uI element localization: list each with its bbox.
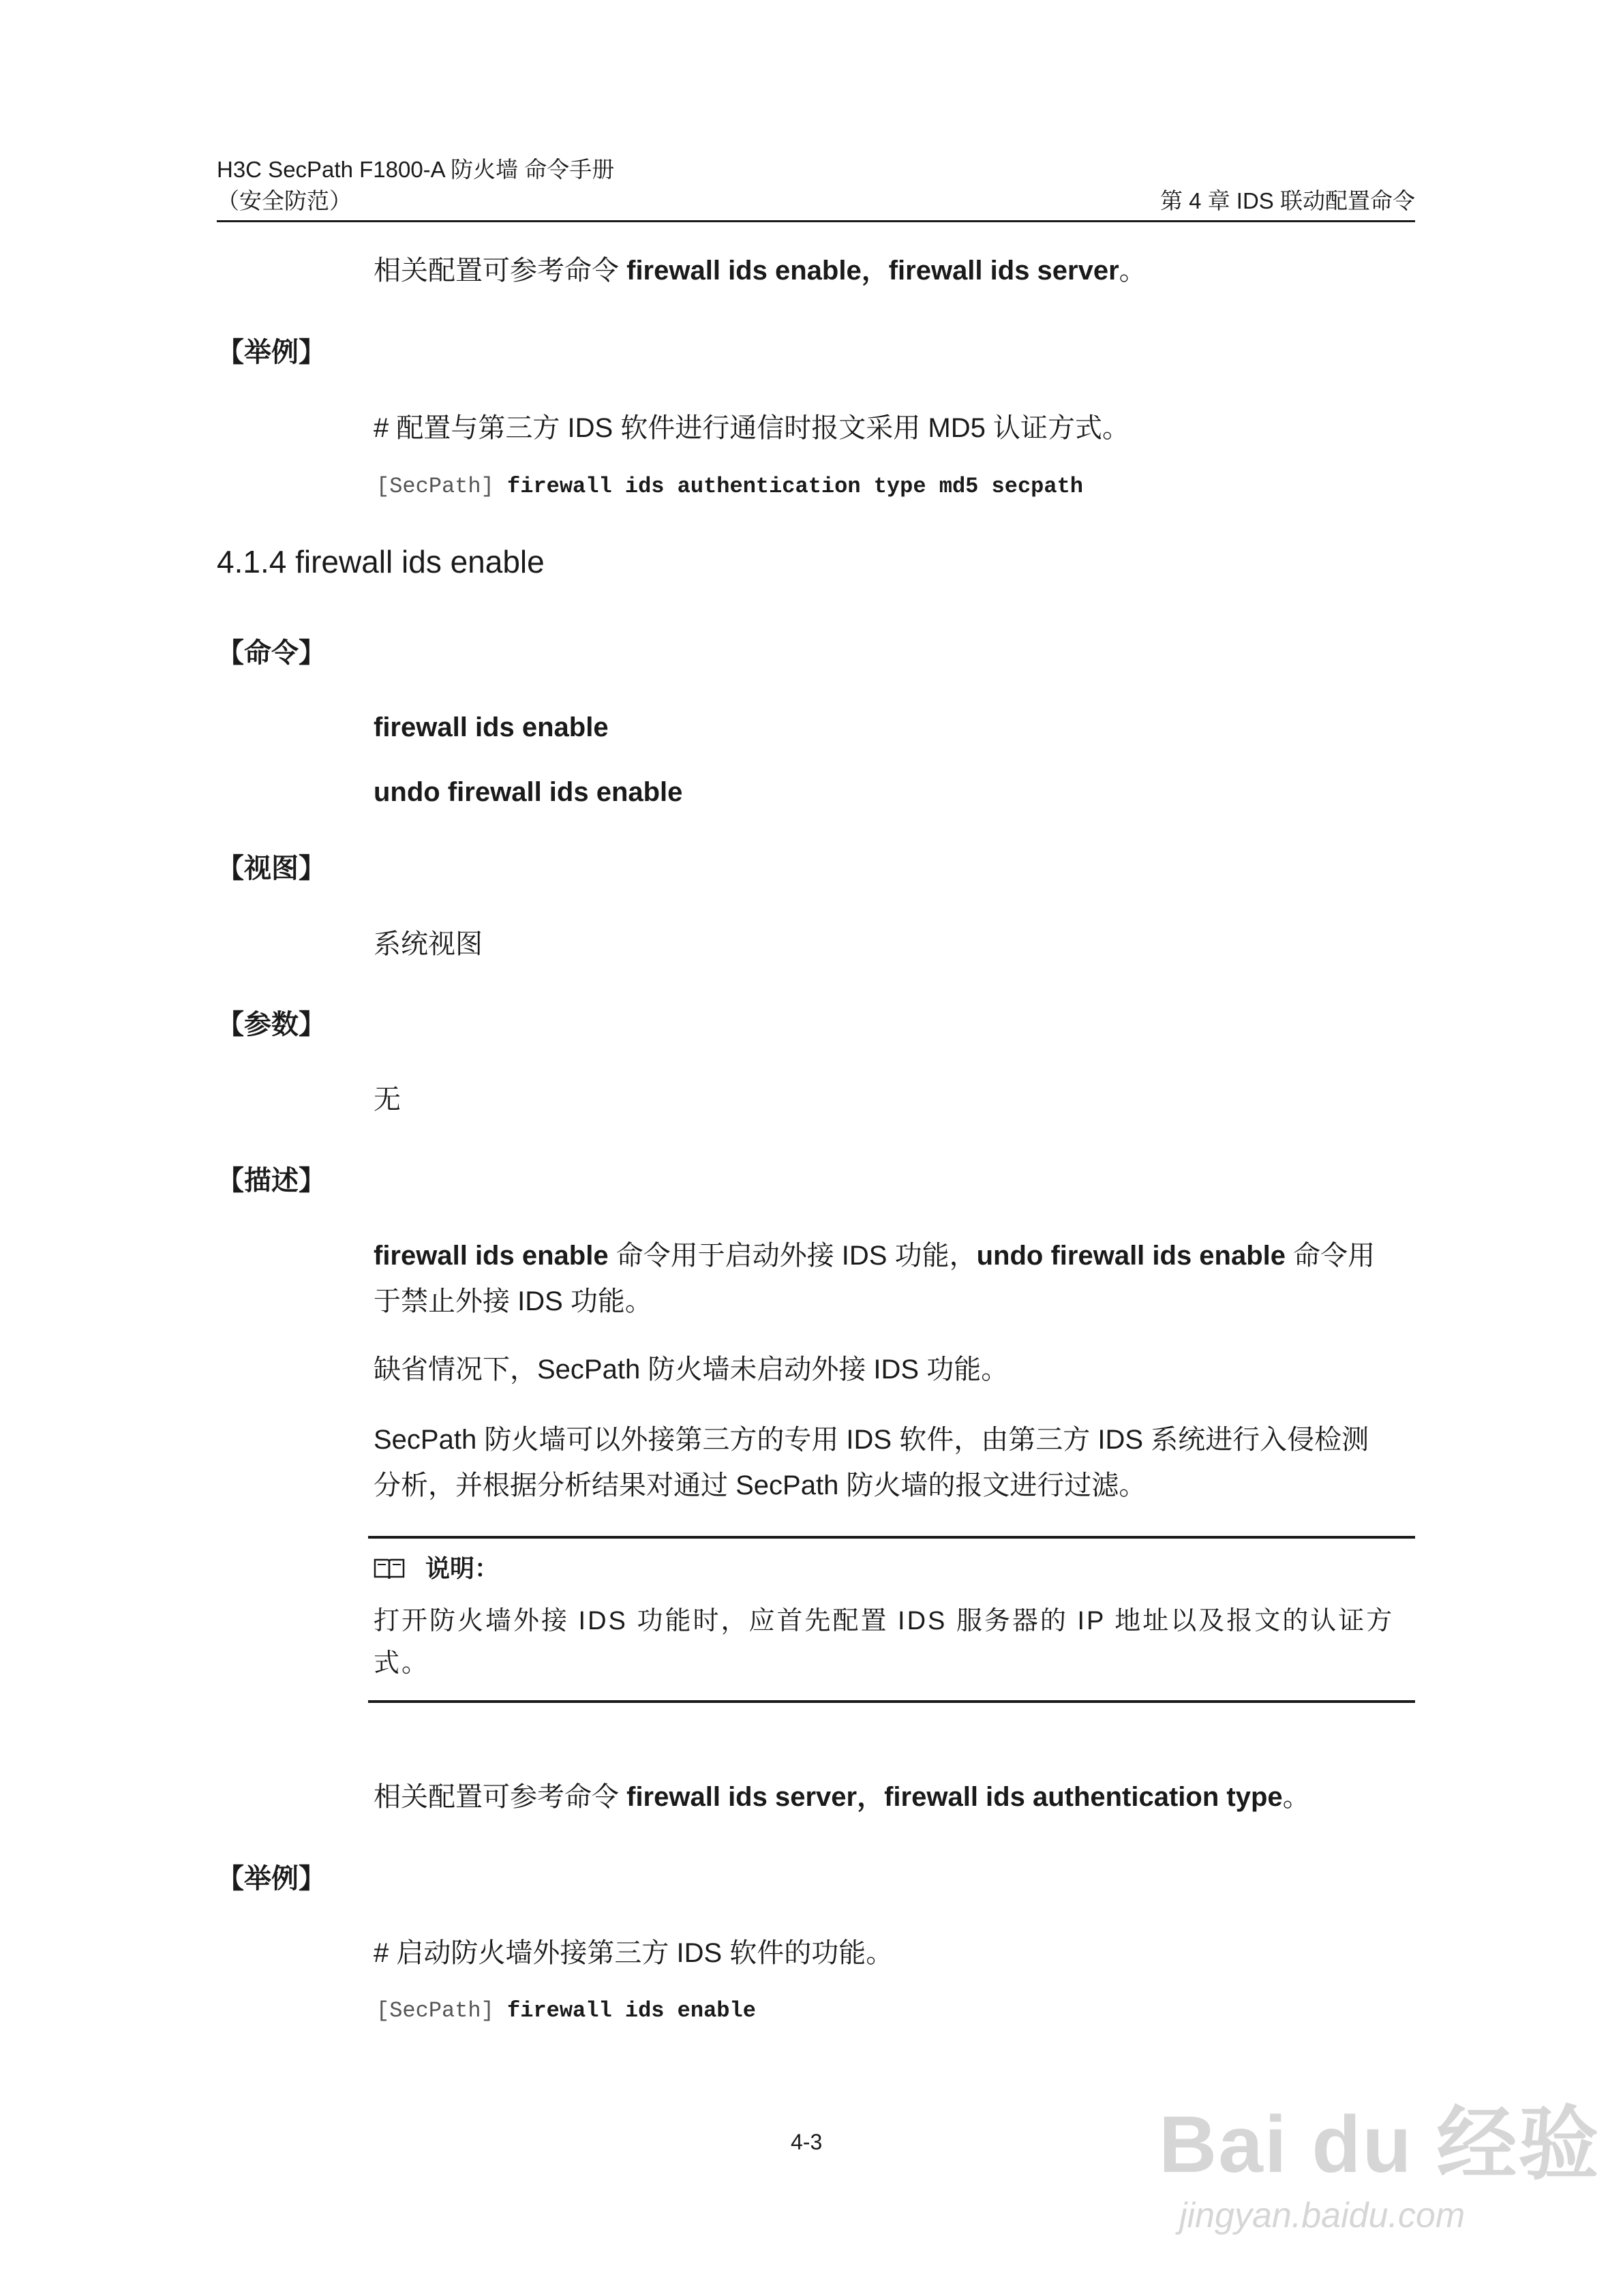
desc-line2: 于禁止外接 IDS 功能。 (374, 1286, 652, 1316)
example-desc: # 启动防火墙外接第三方 IDS 软件的功能。 (374, 1938, 894, 1968)
desc-default: 缺省情况下，SecPath 防火墙未启动外接 IDS 功能。 (374, 1355, 1009, 1385)
watermark-url: jingyan.baidu.com (1179, 2196, 1466, 2235)
desc-detail-line1: SecPath 防火墙可以外接第三方的专用 IDS 软件，由第三方 IDS 系统进行入侵检测 (374, 1425, 1369, 1455)
prev-related-config: 相关配置可参考命令 firewall ids enable，firewall ids server。 (374, 256, 1147, 286)
desc-heading: 【描述】 (217, 1166, 326, 1196)
related-config: 相关配置可参考命令 firewall ids server，firewall ids authentication type。 (374, 1782, 1310, 1812)
header-chapter: 第 4 章 IDS 联动配置命令 (1159, 188, 1415, 213)
book-icon (374, 1557, 405, 1580)
command-heading: 【命令】 (217, 638, 326, 668)
command-undo: undo firewall ids enable (374, 777, 683, 807)
header-rule (217, 220, 1415, 222)
prev-example-code: [SecPath] firewall ids authentication type md5 secpath (376, 474, 1083, 499)
param-heading: 【参数】 (217, 1010, 326, 1040)
note-bottom-rule (368, 1700, 1415, 1703)
prev-example-heading: 【举例】 (217, 337, 326, 367)
view-value: 系统视图 (374, 929, 483, 959)
command-enable: firewall ids enable (374, 712, 609, 742)
param-value: 无 (374, 1085, 401, 1115)
desc-detail-line2: 分析，并根据分析结果对通过 SecPath 防火墙的报文进行过滤。 (374, 1470, 1147, 1500)
note-top-rule (368, 1536, 1415, 1539)
note-text-line1: 打开防火墙外接 IDS 功能时，应首先配置 IDS 服务器的 IP 地址以及报文的认证方 (374, 1607, 1395, 1635)
prev-example-desc: # 配置与第三方 IDS 软件进行通信时报文采用 MD5 认证方式。 (374, 413, 1129, 443)
note-title: 说明： (374, 1553, 499, 1584)
header-subtitle: （安全防范） (217, 188, 352, 213)
watermark-logo: Bai du 经验 (1159, 2100, 1601, 2190)
header-title: H3C SecPath F1800-A 防火墙 命令手册 (217, 157, 615, 182)
baidu-jingyan-watermark (1152, 2052, 1601, 2263)
desc-line1: firewall ids enable 命令用于启动外接 IDS 功能，undo firewall ids enable 命令用 (374, 1241, 1376, 1271)
page-number: 4-3 (791, 2130, 823, 2154)
section-title: 4.1.4 firewall ids enable (217, 544, 545, 579)
view-heading: 【视图】 (217, 854, 326, 883)
example-code: [SecPath] firewall ids enable (376, 1998, 756, 2023)
note-text-line2: 式。 (374, 1649, 430, 1678)
example-heading: 【举例】 (217, 1864, 326, 1894)
